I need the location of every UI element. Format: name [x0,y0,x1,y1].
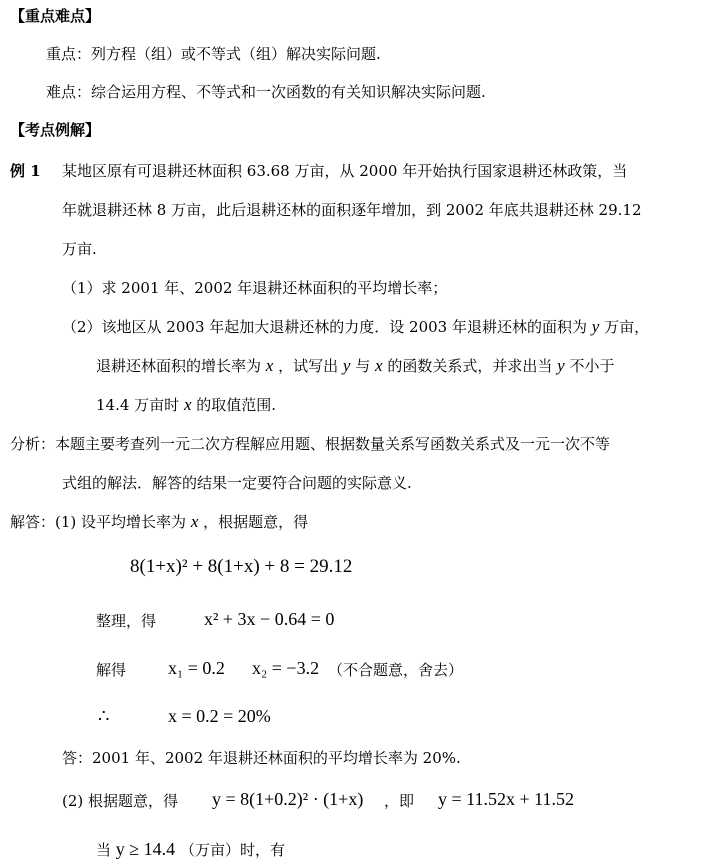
q2-l3-a: 14.4 万亩时 [96,396,180,414]
example-line-1: 某地区原有可退耕还林面积 63.68 万亩，从 2000 年开始执行国家退耕还林政策，当 [62,162,628,180]
answer-1: 答：2001 年、2002 年退耕还林面积的平均增长率为 20%. [62,749,461,767]
q2-l2-e: 不小于 [569,357,615,375]
q2-l2-c: 与 [355,357,371,375]
equation-2: x² + 3x − 0.64 = 0 [204,609,335,629]
q2-text-b: 万亩， [604,318,650,336]
solve-label: 解得 [96,661,127,679]
simplify-label: 整理，得 [96,612,157,630]
q2-text-a: （2）该地区从 2003 年起加大退耕还林的力度．设 2003 年退耕还林的面积为 [62,318,587,336]
question-2-line-2 [96,355,615,377]
equation-1: 8(1+x)² + 8(1+x) + 8 = 29.12 [130,556,353,577]
root-1: x₁ = 0.2 [168,658,225,678]
var-x: x [265,356,274,375]
solution-intro-a: 解答：(1) 设平均增长率为 [10,513,187,531]
root-2: x₂ = −3.2 [252,658,320,678]
part-2-equation: y = 8(1+0.2)² · (1+x) [212,789,364,809]
q2-l2-d: 的函数关系式，并求出当 [387,357,553,375]
analysis-line-2: 式组的解法．解答的结果一定要符合问题的实际意义. [62,474,412,492]
condition-expr: y ≥ 14.4 [115,839,176,859]
part-2-label: (2) 根据题意，得 [62,792,179,810]
question-2-line-1 [62,316,649,338]
var-x: x [190,512,199,531]
condition-line [96,838,285,861]
var-y: y [557,356,565,375]
var-y: y [342,356,351,375]
difficulty-text: 难点：综合运用方程、不等式和一次函数的有关知识解决实际问题. [46,83,486,101]
solution-intro [10,511,308,533]
example-line-3: 万亩. [62,240,97,258]
var-y: y [591,317,600,336]
conclusion: x = 0.2 = 20% [168,706,271,726]
therefore-symbol: ∴ [98,706,110,727]
reject-note: （不合题意，舍去） [328,661,464,679]
var-x: x [375,356,383,375]
var-x: x [183,395,192,414]
key-points-heading: 【重点难点】 [10,7,101,25]
example-line-2: 年就退耕还林 8 万亩，此后退耕还林的面积逐年增加，到 2002 年底共退耕还林 29.12 [62,201,642,219]
condition-a: 当 [96,841,112,859]
part-2-ji: ，即 [384,792,415,810]
examples-heading: 【考点例解】 [10,121,101,139]
solution-intro-b: ，根据题意，得 [203,513,309,531]
q2-l2-b: ，试写出 [278,357,339,375]
question-1: （1）求 2001 年、2002 年退耕还林面积的平均增长率； [62,279,448,297]
question-2-line-3 [96,394,276,416]
example-label: 例 1 [10,162,41,180]
condition-b: （万亩）时，有 [179,841,285,859]
q2-l3-b: 的取值范围. [196,396,277,414]
analysis-line-1: 分析：本题主要考查列一元二次方程解应用题、根据数量关系写函数关系式及一元一次不等 [10,435,611,453]
key-point-text: 重点：列方程（组）或不等式（组）解决实际问题. [46,45,381,63]
q2-l2-a: 退耕还林面积的增长率为 [96,357,262,375]
part-2-result: y = 11.52x + 11.52 [438,789,574,809]
